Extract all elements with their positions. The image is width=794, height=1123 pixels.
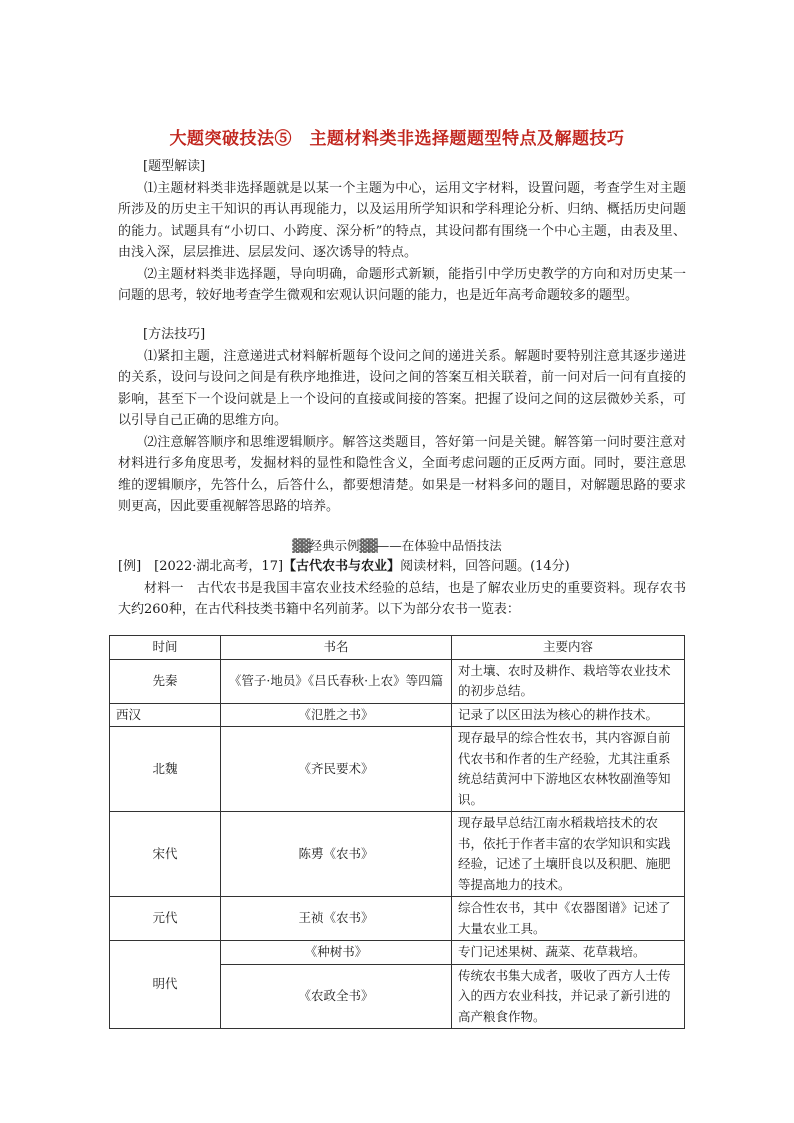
heading-decoration: ▓▓ bbox=[359, 538, 377, 553]
cell-time: 宋代 bbox=[110, 812, 221, 897]
page-title: 大题突破技法⑤ 主题材料类非选择题题型特点及解题技巧 bbox=[169, 129, 625, 149]
cell-time: 明代 bbox=[110, 941, 221, 1029]
cell-time: 先秦 bbox=[110, 659, 221, 703]
cell-book: 《氾胜之书》 bbox=[221, 703, 452, 727]
cell-time: 元代 bbox=[110, 897, 221, 941]
cell-content: 对土壤、农时及耕作、栽培等农业技术的初步总结。 bbox=[452, 659, 685, 703]
paragraph: ⑴紧扣主题，注意递进式材料解析题每个设问之间的递进关系。解题时要特别注意其逐步递进的关系，设问与设问之间是有秩序地推进，设问之间的答案互相关联着，前一问对后一问有直接的影响，甚至下一个设问就是上一个设问的直接或间接的答案。把握了设问之间的这层微妙关系，可以引导自己正确的思维方向。 bbox=[118, 348, 686, 428]
table-header-row bbox=[110, 636, 685, 660]
example-intro bbox=[118, 556, 686, 621]
cell-content: 专门记述果树、蔬菜、花草栽培。 bbox=[452, 941, 685, 965]
cell-book: 《齐民要术》 bbox=[221, 727, 452, 812]
paragraph: ⑵注意解答顺序和思维逻辑顺序。解答这类题目，答好第一问是关键。解答第一问时要注意对材料进行多角度思考，发掘材料的显性和隐性含义，全面考虑问题的正反两方面。同时，要注意思维的逻辑顺序，先答什么，后答什么，都要想清楚。如果是一材料多问的题目，对解题思路的要求则更高，因此要重视解答思路的培养。 bbox=[118, 434, 686, 514]
table-row bbox=[110, 703, 685, 727]
section-methods bbox=[118, 324, 686, 518]
example-heading bbox=[0, 536, 794, 554]
header-book: 书名 bbox=[221, 636, 452, 660]
cell-content: 现存最早总结江南水稻栽培技术的农书，依托于作者丰富的农学知识和实践经验，记述了土壤肝良以及积肥、施肥等提高地力的技术。 bbox=[452, 812, 685, 897]
example-instruction: 阅读材料，回答问题。(14分) bbox=[400, 559, 570, 574]
section-label: [方法技巧] bbox=[143, 327, 206, 342]
cell-book: 王祯《农书》 bbox=[221, 897, 452, 941]
heading-sub: ——在体验中品悟技法 bbox=[376, 538, 502, 553]
header-content: 主要内容 bbox=[452, 636, 685, 660]
cell-content: 传统农书集大成者，吸收了西方人士传入的西方农业科技，并记录了新引进的高产粮食作物。 bbox=[452, 964, 685, 1029]
header-time: 时间 bbox=[110, 636, 221, 660]
section-question-type bbox=[118, 156, 686, 307]
example-topic: 【古代农书与农业】 bbox=[283, 559, 401, 574]
cell-content: 现存最早的综合性农书，其内容源自前代农书和作者的生产经验，尤其注重系统总结黄河中下游地区农林牧副渔等知识。 bbox=[452, 727, 685, 812]
table-row bbox=[110, 812, 685, 897]
paragraph: ⑴主题材料类非选择题就是以某一个主题为中心，运用文字材料，设置问题，考查学生对主题所涉及的历史主干知识的再认再现能力，以及运用所学知识和学科理论分析、归纳、概括历史问题的能力。试题具有“小切口、小跨度、深分析”的特点，其设问都有围绕一个中心主题，由表及里、由浅入深，层层推进、层层发问、逐次诱导的特点。 bbox=[118, 180, 686, 260]
table-row bbox=[110, 727, 685, 812]
cell-book: 《农政全书》 bbox=[221, 964, 452, 1029]
paragraph: ⑵主题材料类非选择题，导向明确，命题形式新颖，能指引中学历史教学的方向和对历史某一问题的思考，较好地考查学生微观和宏观认识问题的能力，也是近年高考命题较多的题型。 bbox=[118, 266, 686, 303]
table-row bbox=[110, 659, 685, 703]
cell-book: 陈旉《农书》 bbox=[221, 812, 452, 897]
table-row bbox=[110, 941, 685, 965]
agriculture-books-table bbox=[109, 635, 685, 1029]
cell-content: 记录了以区田法为核心的耕作技术。 bbox=[452, 703, 685, 727]
heading-decoration: ▓▓ bbox=[292, 538, 310, 553]
material-one: 材料一 古代农书是我国丰富农业技术经验的总结，也是了解农业历史的重要资料。现存农书大约260种，在古代科技类书籍中名列前茅。以下为部分农书一览表： bbox=[118, 580, 686, 617]
heading-main: 经典示例 bbox=[309, 538, 360, 553]
table-row bbox=[110, 897, 685, 941]
cell-book: 《种树书》 bbox=[221, 941, 452, 965]
cell-time: 西汉 bbox=[110, 703, 221, 727]
cell-content: 综合性农书，其中《农器图谱》记述了大量农业工具。 bbox=[452, 897, 685, 941]
example-source: [例] [2022·湖北高考，17] bbox=[118, 559, 284, 574]
section-label: [题型解读] bbox=[143, 159, 206, 174]
cell-book: 《管子·地员》《吕氏春秋·上农》等四篇 bbox=[221, 659, 452, 703]
cell-time: 北魏 bbox=[110, 727, 221, 812]
